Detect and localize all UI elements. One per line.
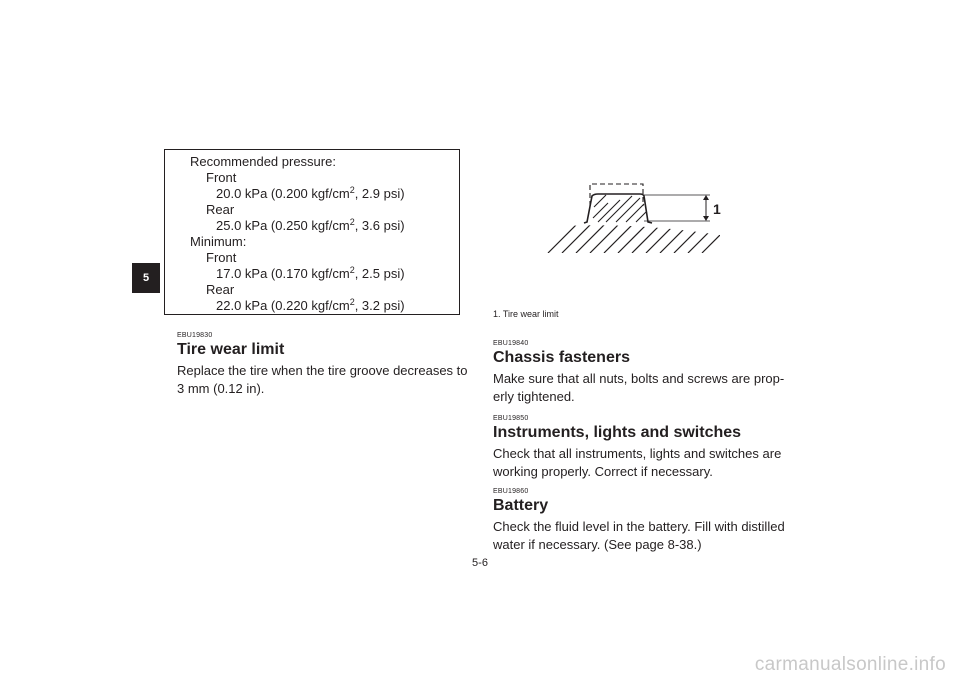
chassis-section (493, 340, 793, 406)
spec-line: Recommended pressure: (190, 154, 336, 169)
section-heading: Instruments, lights and switches (493, 424, 742, 441)
figure-caption: 1. Tire wear limit (493, 309, 559, 319)
tread-block (584, 194, 652, 223)
arrow-head (703, 195, 709, 200)
page-number: 5-6 (472, 557, 488, 569)
tire-wear-figure (540, 178, 720, 253)
spec-line: 17.0 kPa (0.170 kgf/$cm^2$, 2.5 psi) (216, 265, 405, 281)
tire-wear-section (177, 332, 477, 398)
callout-number: 1 (713, 201, 721, 217)
pressure-spec-box (164, 149, 460, 315)
section-body: Replace the tire when the tire groove decreases to 3 mm (0.12 in). (177, 363, 468, 396)
chapter-tab: 5 (132, 263, 160, 293)
section-body: Check the fluid level in the battery. Fill with distilled water if necessary. (See page 8-38.) (493, 519, 785, 552)
spec-line: 22.0 kPa (0.220 kgf/$cm^2$, 3.2 psi) (216, 297, 405, 313)
section-code: EBU19840 (493, 340, 529, 347)
section-heading: Battery (493, 497, 549, 514)
section-code: EBU19850 (493, 415, 529, 422)
spec-line: 20.0 kPa (0.200 kgf/$cm^2$, 2.9 psi) (216, 185, 405, 201)
section-code: EBU19860 (493, 488, 529, 495)
spec-line: Front (206, 170, 237, 185)
section-body: Check that all instruments, lights and switches are working properly. Correct if necessary. (493, 446, 782, 479)
section-code: EBU19830 (177, 332, 213, 339)
instruments-section (493, 415, 793, 481)
spec-line: Rear (206, 202, 235, 217)
section-body: Make sure that all nuts, bolts and screws are prop-erly tightened. (493, 371, 785, 404)
battery-section (493, 488, 793, 554)
arrow-head (703, 216, 709, 221)
watermark: carmanualsonline.info (754, 654, 946, 675)
spec-line: Front (206, 250, 237, 265)
spec-line: 25.0 kPa (0.250 kgf/$cm^2$, 3.6 psi) (216, 217, 405, 233)
section-heading: Tire wear limit (177, 341, 285, 358)
spec-line: Rear (206, 282, 235, 297)
section-heading: Chassis fasteners (493, 349, 630, 366)
spec-line: Minimum: (190, 234, 247, 249)
